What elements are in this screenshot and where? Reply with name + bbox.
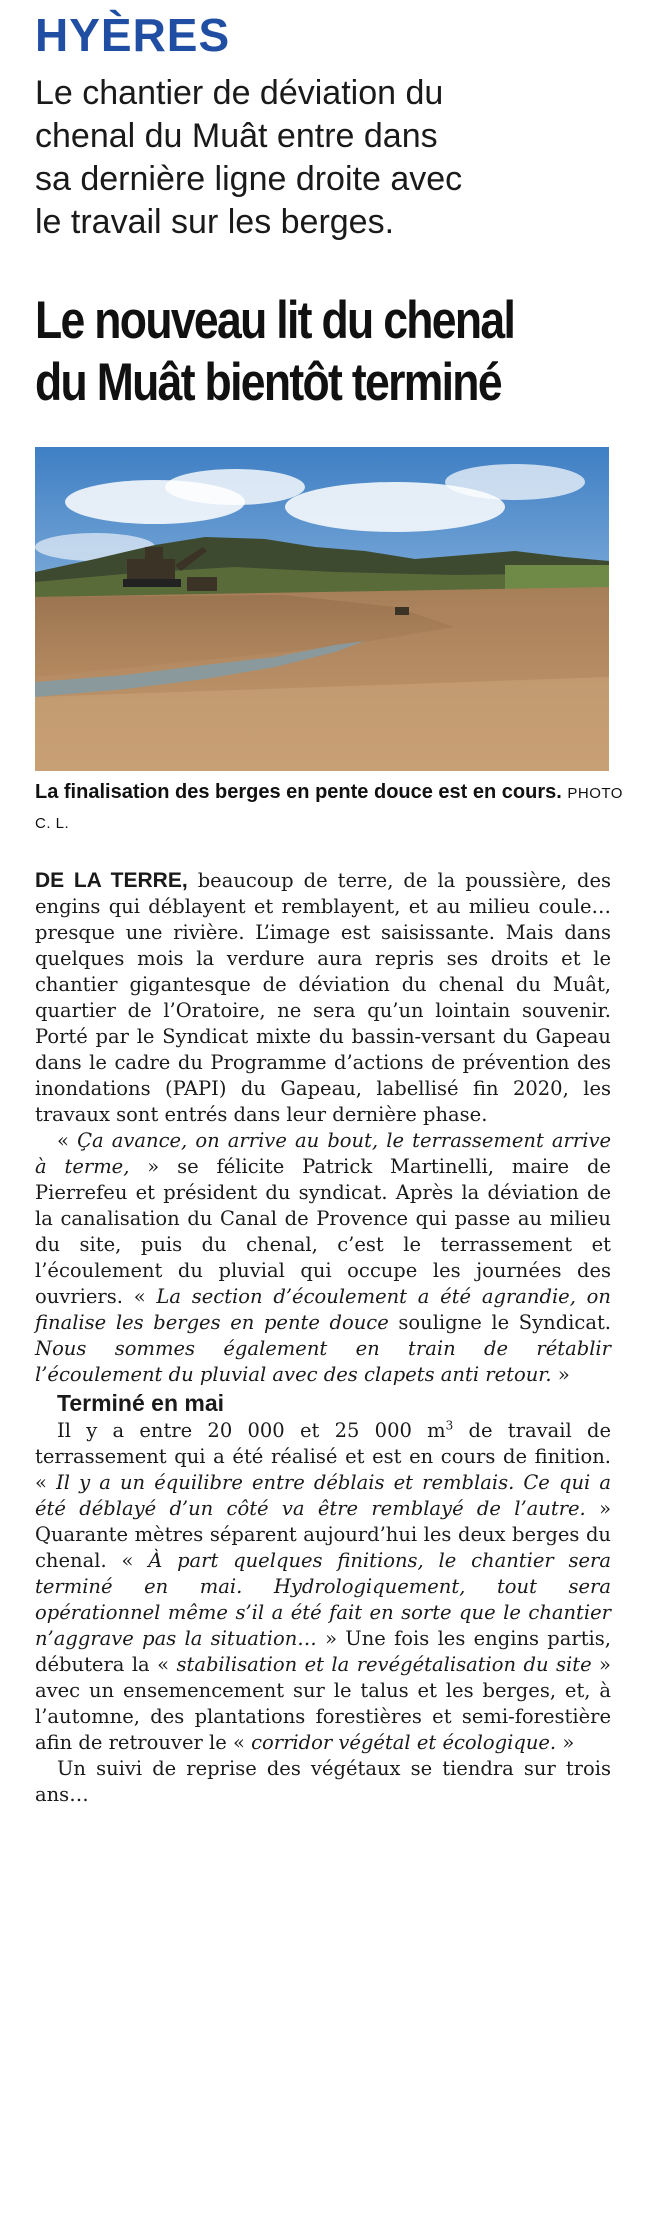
paragraph-text: souligne le Syndicat. [388, 1311, 611, 1334]
article-photo [35, 447, 609, 771]
quote: Ça avance, on arrive au bout, le terrassement arrive à terme, [35, 1129, 611, 1178]
standfirst-line: Le chantier de déviation du [35, 74, 444, 112]
quote: Nous sommes également en train de rétablir l’écoulement du pluvial avec des clapets anti retour. [35, 1337, 611, 1386]
quote: corridor végétal et écologique. [251, 1731, 557, 1754]
standfirst-line: sa dernière ligne droite avec [35, 160, 463, 198]
paragraph-text: » Une fois les engins partis, débutera la « [35, 1627, 611, 1676]
paragraph [35, 1128, 611, 1388]
standfirst-line: chenal du Muât entre dans [35, 117, 438, 155]
standfirst-line: le travail sur les berges. [35, 203, 395, 241]
paragraph-text: » se félicite Patrick Martinelli, maire de Pierrefeu et président du syndicat. Après la déviation de la canalisation du Canal de Provence qui passe au milieu du site, puis du chenal, c’est le terrassement et l’écoulement du pluvial qui occupe les journées des ouvriers. « [35, 1155, 611, 1308]
photo-caption [35, 778, 625, 838]
subheading: Terminé en mai [57, 1390, 225, 1416]
paragraph: Un suivi de reprise des végétaux se tiendra sur trois ans… [35, 1757, 611, 1806]
city-kicker: HYÈRES [35, 9, 231, 61]
paragraph [35, 1418, 611, 1756]
photo-credit: PHOTO C. L. [35, 785, 623, 832]
headline-line: du Muât bientôt terminé [35, 353, 501, 412]
paragraph [35, 868, 611, 1128]
paragraph-text: Il y a entre 20 000 et 25 000 m [57, 1419, 446, 1442]
quote: La section d’écoulement a été agrandie, on finalise les berges en pente douce [35, 1285, 611, 1334]
quote: Il y a un équilibre entre déblais et remblais. Ce qui a été déblayé d’un côté va être remblayé de l’autre. [35, 1471, 611, 1520]
paragraph-text: » Quarante mètres séparent aujourd’hui les deux berges du chenal. « [35, 1497, 611, 1572]
construction-site-photo-icon [35, 447, 609, 771]
superscript: 3 [445, 1418, 454, 1433]
quote-mark: » [556, 1731, 575, 1754]
quote-mark: « [57, 1129, 78, 1152]
paragraph-text: de travail de terrassement qui a été réalisé et est en cours de finition. « [35, 1419, 611, 1494]
paragraph-text: beaucoup de terre, de la poussière, des engins qui déblayent et remblayent, et au milieu coule… presque une rivière. L’image est saisissante. Mais dans quelques mois la verdure aura repris ses droits et le chantier gigantesque de déviation du chenal du Muât, quartier de l’Oratoire, ne sera qu’un lointain souvenir. Porté par le Syndicat mixte du bassin-versant du Gapeau dans le cadre du Programme d’actions de prévention des inondations (PAPI) du Gapeau, labellisé fin 2020, les travaux sont entrés dans leur dernière phase. [35, 869, 611, 1126]
caption-text: La finalisation des berges en pente douce est en cours. [35, 781, 562, 803]
paragraph-text: » avec un ensemencement sur le talus et les berges, et, à l’automne, des plantations forestières et semi-forestière afin de retrouver le « [35, 1653, 611, 1754]
article-body [35, 868, 611, 1808]
quote-mark: » [551, 1363, 570, 1386]
headline-line: Le nouveau lit du chenal [35, 291, 515, 350]
lead-in: DE LA TERRE, [35, 869, 188, 892]
article-standfirst [35, 72, 635, 244]
quote: À part quelques finitions, le chantier sera terminé en mai. Hydrologiquement, tout sera opérationnel même s’il a été fait en sorte que le chantier n’aggrave pas la situation… [35, 1549, 612, 1650]
quote: stabilisation et la revégétalisation du site [176, 1653, 592, 1676]
article-headline [35, 290, 539, 414]
